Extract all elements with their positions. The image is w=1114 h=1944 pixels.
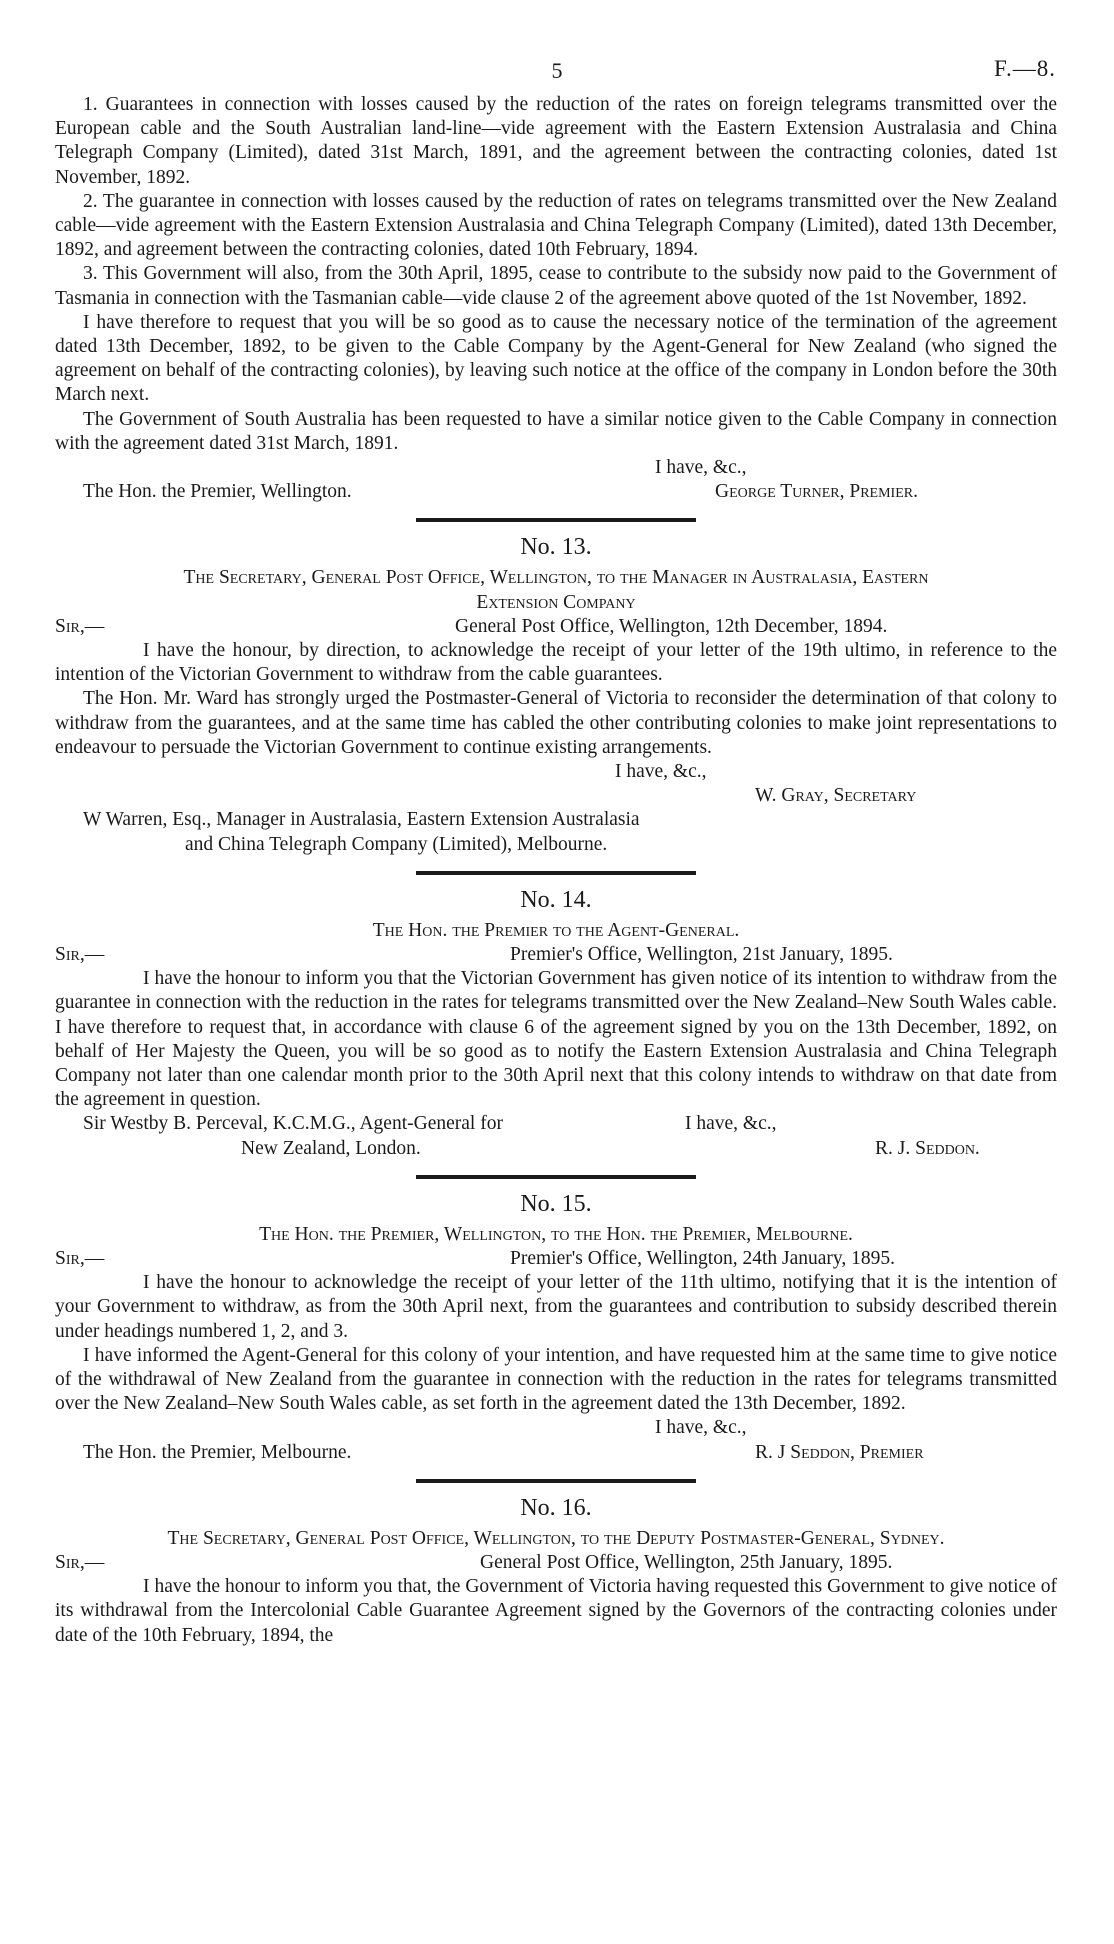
letter-paragraph: I have the honour, by direction, to acknowledge the receipt of your letter of the 19th ultimo, in reference to the intention of the Victorian Government to withdraw from the cable guarantees. <box>55 640 1057 686</box>
salutation: Sir,— <box>55 615 105 637</box>
dateline-row <box>55 1247 1057 1271</box>
addressee-row <box>55 833 1057 857</box>
closing: I have, &c., <box>685 1113 777 1135</box>
addressee-row <box>55 808 1057 832</box>
addressee-cont: New Zealand, London. <box>241 1137 421 1159</box>
salutation: Sir,— <box>55 1551 105 1573</box>
dateline: General Post Office, Wellington, 12th December, 1894. <box>455 615 888 637</box>
closing: I have, &c., <box>655 1417 747 1439</box>
addressee-row <box>55 1112 1057 1136</box>
letter-heading-16: No. 16. <box>520 1494 592 1521</box>
closing-row <box>55 760 1057 784</box>
intro-paragraph-5: The Government of South Australia has been requested to have a similar notice given to the Cable Company in connection with the agreement dated 31st March, 1891. <box>55 408 1057 454</box>
letter-paragraph: I have the honour to inform you that, the Government of Victoria having requested this Government to give notice of its withdrawal from the Intercolonial Cable Guarantee Agreement signed by the Governors of the contracting colonies under date of the 10th February, 1894, the <box>55 1576 1057 1646</box>
letter-heading-15: No. 15. <box>520 1190 592 1217</box>
closing: I have, &c., <box>655 457 747 479</box>
salutation: Sir,— <box>55 943 105 965</box>
salutation: Sir,— <box>55 1247 105 1269</box>
addressee-cont: and China Telegraph Company (Limited), Melbourne. <box>185 833 608 855</box>
section-divider <box>416 1479 696 1483</box>
signature-row <box>55 1441 1057 1465</box>
addressee: Sir Westby B. Perceval, K.C.M.G., Agent-General for <box>83 1113 503 1135</box>
dateline: Premier's Office, Wellington, 21st January, 1895. <box>510 943 893 965</box>
dateline: Premier's Office, Wellington, 24th January, 1895. <box>510 1247 896 1269</box>
dateline-row <box>55 615 1057 639</box>
dateline: General Post Office, Wellington, 25th January, 1895. <box>480 1551 893 1573</box>
letter-route-14: The Hon. the Premier to the Agent-General. <box>372 919 740 941</box>
intro-paragraph-3: 3. This Government will also, from the 30th April, 1895, cease to contribute to the subsidy now paid to the Government of Tasmania in connection with the Tasmanian cable—vide clause 2 of the agreement above quoted of the 1st November, 1892. <box>55 263 1057 309</box>
closing-row <box>55 456 1057 480</box>
addressee: The Hon. the Premier, Melbourne. <box>83 1441 352 1463</box>
dateline-row <box>55 943 1057 967</box>
letter-body <box>55 93 1057 1648</box>
letter-route-13: The Secretary, General Post Office, Wellington, to the Manager in Australasia, Eastern <box>183 567 929 589</box>
signature: W. Gray, Secretary <box>755 785 917 807</box>
intro-paragraph-2: 2. The guarantee in connection with losses caused by the reduction of rates on telegrams transmitted over the New Zealand cable—vide agreement with the Eastern Extension Australasia and China Telegraph Company (Limited), dated 13th December, 1892, and agreement between the contracting colonies, dated 10th February, 1894. <box>55 190 1057 261</box>
section-divider <box>416 1175 696 1179</box>
signature: R. J Seddon, Premier <box>755 1441 924 1463</box>
signature-row <box>55 480 1057 504</box>
intro-paragraph-4: I have therefore to request that you will be so good as to cause the necessary notice of the termination of the agreement dated 13th December, 1892, to be given to the Cable Company by the Agent-General for New Zealand (who signed the agreement on behalf of the contracting colonies), by leaving such notice at the office of the company in London before the 30th March next. <box>55 311 1057 406</box>
signature-row <box>55 1137 1057 1161</box>
letter-heading-13: No. 13. <box>520 534 592 561</box>
closing: I have, &c., <box>615 761 707 783</box>
document-reference: F.—8. <box>994 56 1056 81</box>
signature: George Turner, Premier. <box>715 481 918 503</box>
page-number: 5 <box>551 58 563 83</box>
letter-paragraph: I have the honour to acknowledge the receipt of your letter of the 11th ultimo, notifying that it is the intention of your Government to withdraw, as from the 30th April next, from the guarantees and contribution to subsidy described therein under headings numbered 1, 2, and 3. <box>55 1272 1057 1342</box>
signature-row <box>55 784 1057 808</box>
letter-route-13-cont: Extension Company <box>476 591 636 613</box>
signature: R. J. Seddon. <box>875 1137 980 1159</box>
letter-route-15: The Hon. the Premier, Wellington, to the Hon. the Premier, Melbourne. <box>259 1223 853 1245</box>
closing-row <box>55 1416 1057 1440</box>
letter-paragraph: The Hon. Mr. Ward has strongly urged the Postmaster-General of Victoria to reconsider the determination of that colony to withdraw from the guarantees, and at the same time has cabled the other contributing colonies to make joint representations to endeavour to persuade the Victorian Government to continue existing arrangements. <box>55 688 1057 758</box>
letter-paragraph: I have informed the Agent-General for this colony of your intention, and have requested him at the same time to give notice of the withdrawal of New Zealand from the guarantee in connection with the reduction in the rates for telegrams transmitted over the New Zealand–New South Wales cable, as set forth in the agreement dated the 13th December, 1892. <box>55 1344 1057 1415</box>
section-divider <box>416 518 696 522</box>
letter-heading-14: No. 14. <box>520 886 592 913</box>
letter-paragraph: I have the honour to inform you that the Victorian Government has given notice of its intention to withdraw from the guarantee in connection with the reduction in the rates for telegrams transmitted over the New Zealand–New South Wales cable. I have therefore to request that, in accordance with clause 6 of the agreement signed by you on the 13th December, 1892, on behalf of Her Majesty the Queen, you will be so good as to notify the Eastern Extension Australasia and China Telegraph Company not later than one calendar month prior to the 30th April next that this colony intends to withdraw on that date from the agreement in question. <box>55 968 1057 1111</box>
letter-route-16: The Secretary, General Post Office, Wellington, to the Deputy Postmaster-General, Sydney. <box>167 1527 945 1549</box>
dateline-row <box>55 1551 1057 1575</box>
section-divider <box>416 871 696 875</box>
addressee: W Warren, Esq., Manager in Australasia, Eastern Extension Australasia <box>83 809 640 831</box>
addressee: The Hon. the Premier, Wellington. <box>83 481 352 503</box>
intro-paragraph-1: 1. Guarantees in connection with losses caused by the reduction of the rates on foreign telegrams transmitted over the European cable and the South Australian land-line—vide agreement with the Eastern Extension Australasia and China Telegraph Company (Limited), dated 31st March, 1891, and the agreement between the contracting colonies, dated 1st November, 1892. <box>55 94 1057 188</box>
